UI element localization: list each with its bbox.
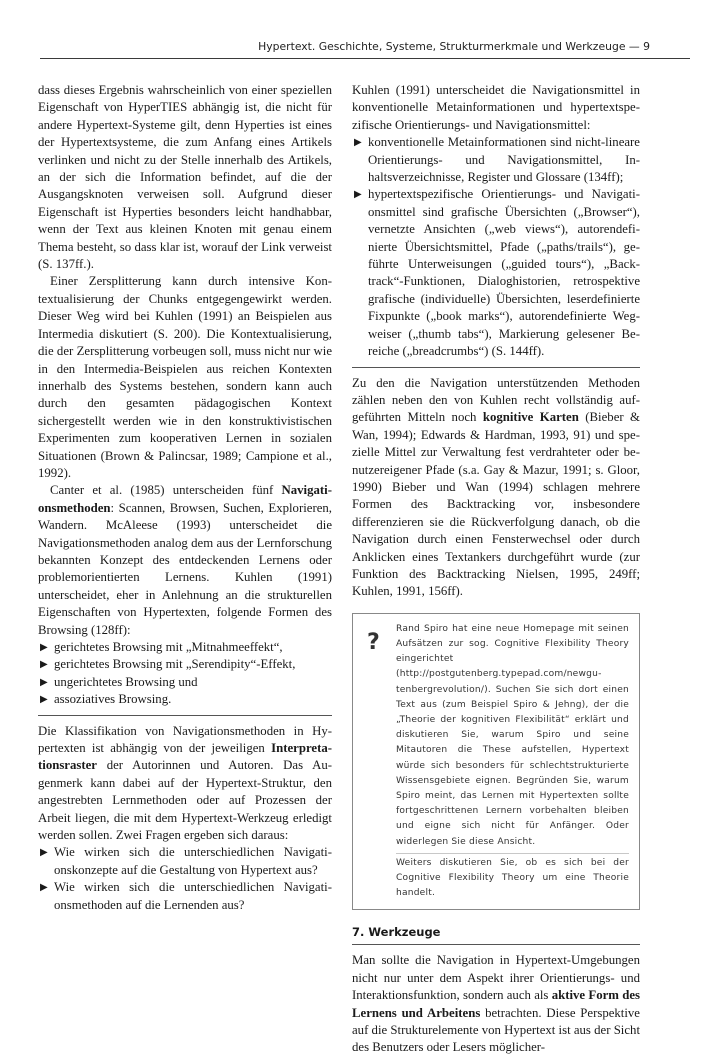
bullet-list-navigation-means bbox=[352, 134, 640, 360]
list-item bbox=[38, 656, 332, 673]
paragraph: Kuhlen (1991) unterscheidet die Navigationsmittel in konventionelle Metainformationen und hypertextspezifische Orientierungs- und Navigationsmittel: bbox=[352, 83, 640, 132]
arrow-right-icon: ▶ bbox=[40, 642, 48, 653]
divider bbox=[352, 944, 640, 945]
divider bbox=[352, 367, 640, 368]
arrow-right-icon: ▶ bbox=[40, 694, 48, 706]
arrow-right-icon: ▶ bbox=[40, 847, 48, 859]
bullet-list-questions bbox=[38, 844, 332, 914]
bullet-list-browsing bbox=[38, 639, 332, 709]
paragraph bbox=[352, 375, 640, 601]
bold-term: kognitive Karten bbox=[482, 410, 579, 425]
text-run: (Bieber & Wan, 1994); Edwards & Hardman, 1993, 91) und spezielle Mittel zur Verwaltung fest verdrahteter oder benutzereigener Pfade (s.a. Gay & Mazur, 1991; s. Gloor, 1990) Bieber und Wan (1994) schlagen mehrere Formen des Backtracking vor, insbesondere differenzieren sie die Rückverfolgung danach, ob die Navigation durch einen Fensterwechsel oder durch Anklicken eines Textankers durchgeführt wurde (zur Funktion des Backtracking Nielsen, 1995, 249ff; Kuhlen, 1991, 156ff). bbox=[352, 410, 641, 599]
running-header-title: Hypertext. Geschichte, Systeme, Strukturmerkmale und Werkzeuge — 9 bbox=[258, 40, 650, 53]
list-item-text: gerichtetes Browsing mit „Mitnahmeeffekt“, bbox=[54, 640, 283, 654]
text-run: Die Klassifikation von Navigationsmethoden in Hypertexten ist abhängig von der jeweiligen bbox=[38, 723, 332, 756]
arrow-right-icon: ▶ bbox=[40, 882, 48, 894]
list-item bbox=[38, 879, 332, 914]
left-column bbox=[38, 82, 332, 914]
section-heading: 7. Werkzeuge bbox=[352, 925, 441, 940]
bold-term: Navigationsmethoden bbox=[38, 483, 332, 515]
exercise-text: Rand Spiro hat eine neue Homepage mit seinen Aufsätzen zur sog. Cognitive Flexibility Theory eingerichtet (http://postgutenberg.typepad.com/newgutenbergrevolution/). Suchen Sie sich dort einen Text aus (zum Beispiel Spiro & Jehng), der die „Theorie der kognitiven Flexibilität“ erklärt und diskutieren Sie, warum Spiro und seine Mitautoren die These aufstellen, Hypertext würde sich besonders für schlechtstrukturierte Wissensgebiete eignen. Begründen Sie, warum Spiro meint, das Lernen mit Hypertexten sollte fortgeschrittenen Lernern vorbehalten bleiben und eigne sich nicht für Anfänger. Oder widerlegen Sie diese Ansicht. bbox=[396, 623, 629, 847]
arrow-right-icon: ▶ bbox=[354, 137, 362, 149]
divider bbox=[38, 715, 332, 716]
paragraph bbox=[38, 723, 332, 845]
text-run: : Scannen, Browsen, Suchen, Explorieren, Wandern. McAleese (1993) unterscheidet die Navigationsmethoden analog dem aus der Lernforschung bekannten Konzept des entdeckenden Lernens oder problemorientierten Lernens. Kuhlen (1991) unterscheidet, eher in Anlehnung an die strukturellen Eigenschaften von Hypertexten, folgende Formen des Browsing (128ff): bbox=[38, 500, 332, 637]
paragraph: dass dieses Ergebnis wahrscheinlich von einer speziellen Eigenschaft von HyperTIES abhängig ist, die nicht für andere Hypertext-Systeme gilt, denn Hyperties ist eines der Hypertextsysteme, die zum Anfang eines Artikels verlinken und nicht zu der Stelle innerhalb des Artikels, an der sich die Information befindet, auf die der Ausgangsknoten verweisen soll. Aufgrund dieser Eigenschaft ist Hyperties besonders leicht handhabbar, wenn der Text aus kleinen Knoten mit genau einem Thema besteht, so dass klar ist, worauf der Link verweist (S. 137ff.). bbox=[38, 83, 332, 272]
text-run: Canter et al. (1985) unterscheiden fünf bbox=[50, 483, 282, 498]
arrow-right-icon: ▶ bbox=[40, 676, 48, 688]
question-mark-icon: ? bbox=[367, 629, 380, 655]
list-item bbox=[352, 134, 640, 186]
list-item-text: hypertextspezifische Orientierungs- und Navigationsmittel sind grafische Übersichten („Browser“), vernetzte Ansichten („web views“), autorendefinierte Übersichtsmittel, Pfade („paths/trails“), geführte Unterweisungen („guided tours“), „Backtrack“-Funktionen, Dialoghistorien, retrospektive grafische (individuelle) Übersichten, leserdefinierte Fixpunkte („book marks“), autorendefinierte Wegweiser („thumb tabs“), Markierung gelesener Bereiche („breadcrumbs“) (S. 144ff). bbox=[368, 187, 640, 359]
list-item bbox=[38, 639, 332, 656]
list-item-text: assoziatives Browsing. bbox=[54, 692, 172, 707]
list-item bbox=[352, 186, 640, 360]
running-header bbox=[40, 40, 690, 59]
paragraph bbox=[352, 952, 640, 1056]
text-run: betrachten. Diese Perspektive auf die Strukturelemente von Hypertext ist aus der Sicht des Benutzers oder Lesers möglicher- bbox=[352, 1005, 640, 1055]
list-item bbox=[38, 691, 332, 708]
bold-term: aktive Form des Lernens und Arbeitens bbox=[352, 988, 640, 1020]
text-run: der Autorinnen und Autoren. Das Augenmerk kann dabei auf der Hypertext-Struktur, den angestrebten Lernmethoden oder auf Prozessen der Arbeit liegen, die mit dem Hypertext-Werkzeug erledigt werden sollen. Zwei Fragen ergeben sich daraus: bbox=[38, 758, 332, 843]
divider bbox=[396, 853, 629, 854]
list-item-text: Wie wirken sich die unterschiedlichen Navigationsmethoden auf die Lernenden aus? bbox=[54, 880, 332, 912]
bold-term: Interpretationsraster bbox=[38, 741, 332, 773]
list-item bbox=[38, 844, 332, 879]
exercise-box bbox=[352, 613, 640, 911]
arrow-right-icon: ▶ bbox=[354, 189, 362, 201]
arrow-right-icon: ▶ bbox=[40, 659, 48, 671]
paragraph bbox=[38, 482, 332, 639]
list-item-text: gerichtetes Browsing mit „Serendipity“-Effekt, bbox=[54, 657, 296, 672]
list-item-text: ungerichtetes Browsing und bbox=[54, 674, 198, 689]
list-item-text: konventionelle Metainformationen sind nicht-lineare Orientierungs- und Navigationsmittel, Inhaltsverzeichnisse, Register und Glossare (134ff); bbox=[368, 135, 640, 185]
right-column bbox=[352, 82, 640, 1057]
text-run: Man sollte die Navigation in Hypertext-Umgebungen nicht nur unter dem Aspekt ihrer Orientierungs- und Interaktionsfunktion, sondern auch als bbox=[352, 953, 640, 1003]
paragraph: Einer Zersplitterung kann durch intensive Kontextualisierung der Chunks entgegengewirkt werden. Dieser Weg wird bei Kuhlen (1991) an Beispielen aus Intermedia diskutiert (S. 200). Die Kontextualisierung, die der Zersplitterung vorbeugen soll, muss nicht nur wie in den Intermedia-Beispielen aus reichen Kontexten innerhalb des Systems bestehen, sondern kann auch durch den gesamten pädagogischen Kontext sichergestellt werden wie in den konstruktivistischen Experimenten zum kooperativen Lernen in sozialen Situationen (Brown & Palincsar, 1989; Campione et al., 1992). bbox=[38, 274, 332, 480]
exercise-text: Weiters diskutieren Sie, ob es sich bei der Cognitive Flexibility Theory um eine Theorie handelt. bbox=[396, 857, 629, 899]
list-item bbox=[38, 674, 332, 691]
list-item-text: Wie wirken sich die unterschiedlichen Navigationskonzepte auf die Gestaltung von Hypertext aus? bbox=[54, 845, 332, 877]
text-run: Zu den die Navigation unterstützenden Methoden zählen neben den von Kuhlen recht vollständig aufgeführten Mitteln noch bbox=[352, 375, 640, 425]
